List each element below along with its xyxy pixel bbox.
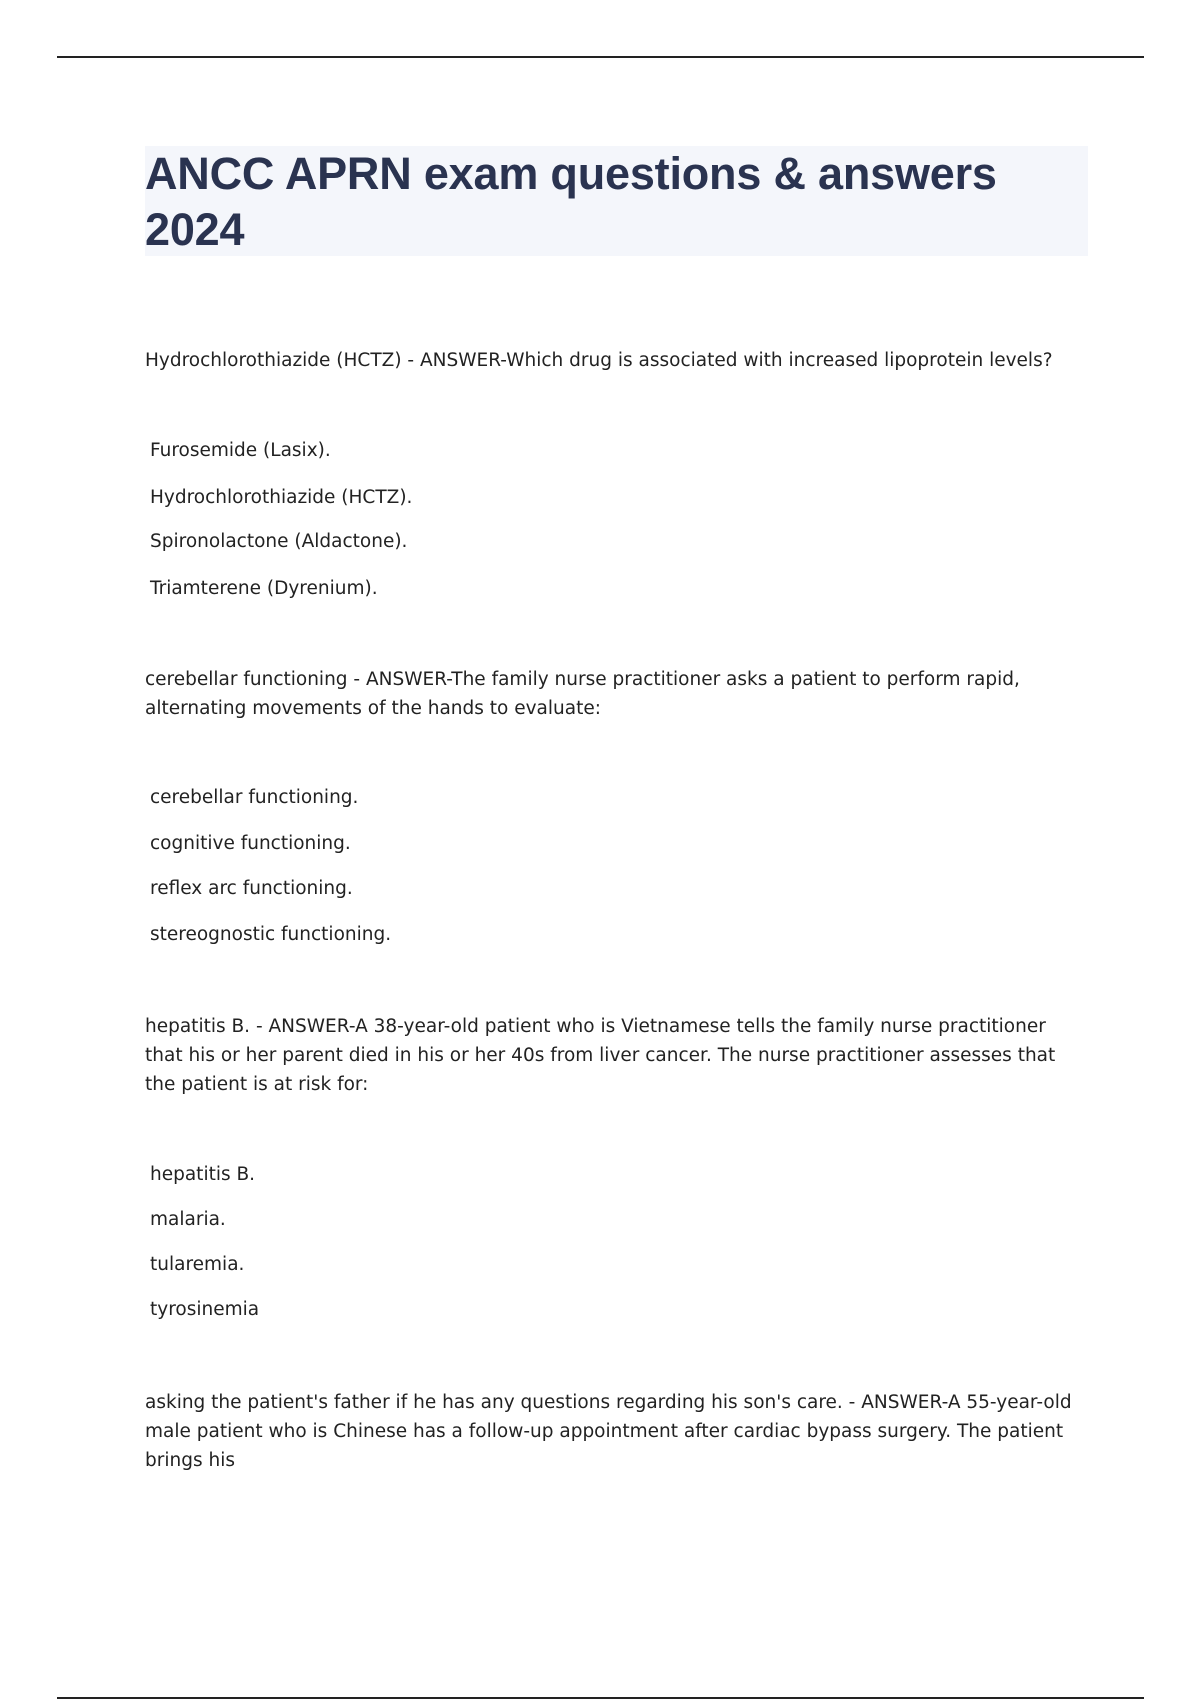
title-block (145, 146, 1088, 256)
question-2-option-3: reflex arc functioning. (150, 878, 353, 899)
question-4-text: asking the patient's father if he has any questions regarding his son's care. - ANSWER-A 55-year-old male patient who is Chinese has a follow-up appointment after cardiac bypass surgery. The patient brings his (145, 1392, 1072, 1471)
question-2-option-1: cerebellar functioning. (150, 787, 359, 808)
question-2-text: cerebellar functioning - ANSWER-The family nurse practitioner asks a patient to perform rapid, alternating movements of the hands to evaluate: (145, 669, 1020, 719)
question-1-option-4: Triamterene (Dyrenium). (150, 578, 378, 599)
question-3-option-2: malaria. (150, 1209, 226, 1230)
document-title: ANCC APRN exam questions & answers 2024 (145, 148, 997, 255)
question-2-option-2: cognitive functioning. (150, 833, 351, 854)
question-1-option-3: Spironolactone (Aldactone). (150, 531, 408, 552)
question-1-option-2: Hydrochlorothiazide (HCTZ). (150, 487, 413, 508)
question-2-option-4: stereognostic functioning. (150, 924, 392, 945)
top-rule (57, 56, 1144, 58)
question-1-option-1: Furosemide (Lasix). (150, 440, 331, 461)
question-1-text: Hydrochlorothiazide (HCTZ) - ANSWER-Which drug is associated with increased lipoprotein levels? (145, 350, 1053, 371)
question-3-option-3: tularemia. (150, 1254, 245, 1275)
bottom-rule (57, 1697, 1144, 1699)
question-3-option-4: tyrosinemia (150, 1299, 260, 1320)
question-3-text: hepatitis B. - ANSWER-A 38-year-old patient who is Vietnamese tells the family nurse practitioner that his or her parent died in his or her 40s from liver cancer. The nurse practitioner assesses that the patient is at risk for: (145, 1016, 1056, 1095)
question-3-option-1: hepatitis B. (150, 1164, 256, 1185)
